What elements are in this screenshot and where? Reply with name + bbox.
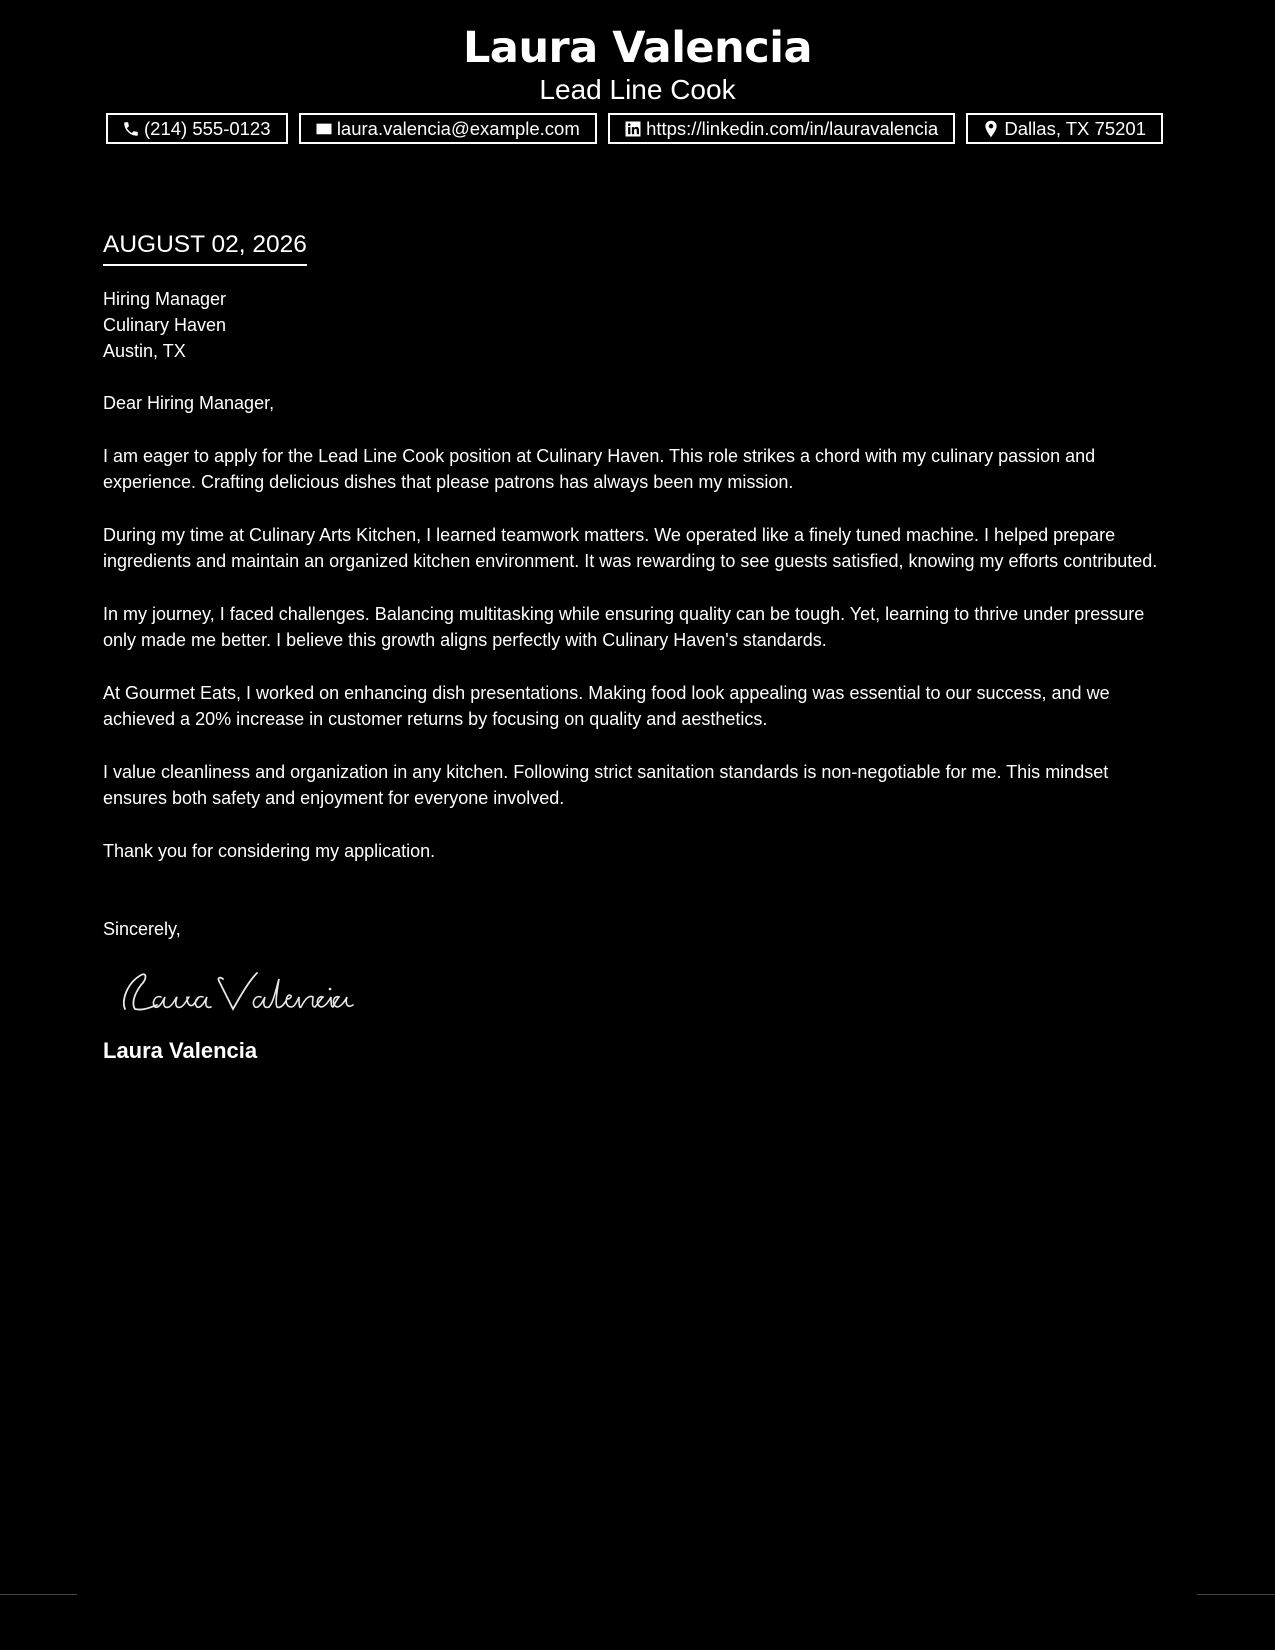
signature-image <box>117 965 357 1021</box>
recipient-block <box>103 286 1175 364</box>
contact-linkedin[interactable] <box>608 113 955 144</box>
footer-divider-left <box>0 1594 77 1595</box>
contact-location[interactable] <box>966 113 1163 144</box>
letter-header <box>0 22 1275 106</box>
body-paragraph: I am eager to apply for the Lead Line Cook position at Culinary Haven. This role strikes a chord with my culinary passion and experience. Crafting delicious dishes that please patrons has always been my mission. <box>103 445 1096 492</box>
phone-icon <box>122 120 140 138</box>
contact-email[interactable] <box>299 113 597 144</box>
contact-text: laura.valencia@example.com <box>336 117 580 139</box>
applicant-name: Laura Valencia <box>463 23 812 73</box>
recipient-line: Hiring Manager <box>103 289 227 309</box>
envelope-icon <box>315 120 333 138</box>
body-paragraph: I value cleanliness and organization in any kitchen. Following strict sanitation standards is non-negotiable for me. This mindset ensures both safety and enjoyment for everyone involved. <box>103 761 1109 808</box>
handwritten-signature <box>117 965 1175 1025</box>
contact-phone[interactable] <box>106 113 288 144</box>
body-paragraph: During my time at Culinary Arts Kitchen, I learned teamwork matters. We operated like a finely tuned machine. I helped prepare ingredients and maintain an organized kitchen environment. It was rewarding to see guests satisfied, knowing my efforts contributed. <box>103 524 1158 571</box>
closing: Sincerely, <box>103 919 181 939</box>
recipient-line: Culinary Haven <box>103 315 227 335</box>
footer-divider-right <box>1197 1594 1275 1595</box>
contact-text: https://linkedin.com/in/lauravalencia <box>646 117 939 139</box>
linkedin-icon <box>624 120 642 138</box>
contact-bar <box>106 113 1163 144</box>
contact-text: (214) 555-0123 <box>144 117 271 139</box>
recipient-line: Austin, TX <box>103 341 186 361</box>
signed-name: Laura Valencia <box>103 1037 258 1063</box>
salutation: Dear Hiring Manager, <box>103 393 275 413</box>
body-paragraph: In my journey, I faced challenges. Balancing multitasking while ensuring quality can be tough. Yet, learning to thrive under pressure only made me better. I believe this growth aligns perfectly with Culinary Haven's standards. <box>103 603 1145 650</box>
letter-body <box>103 228 1175 1065</box>
job-title: Lead Line Cook <box>539 74 736 105</box>
letter-date: AUGUST 02, 2026 <box>103 228 307 266</box>
body-paragraph: At Gourmet Eats, I worked on enhancing dish presentations. Making food look appealing was essential to our success, and we achieved a 20% increase in customer returns by focusing on quality and aesthetics. <box>103 682 1110 729</box>
body-paragraph: Thank you for considering my application. <box>103 840 436 861</box>
map-marker-icon <box>982 120 1000 138</box>
contact-text: Dallas, TX 75201 <box>1004 117 1146 139</box>
